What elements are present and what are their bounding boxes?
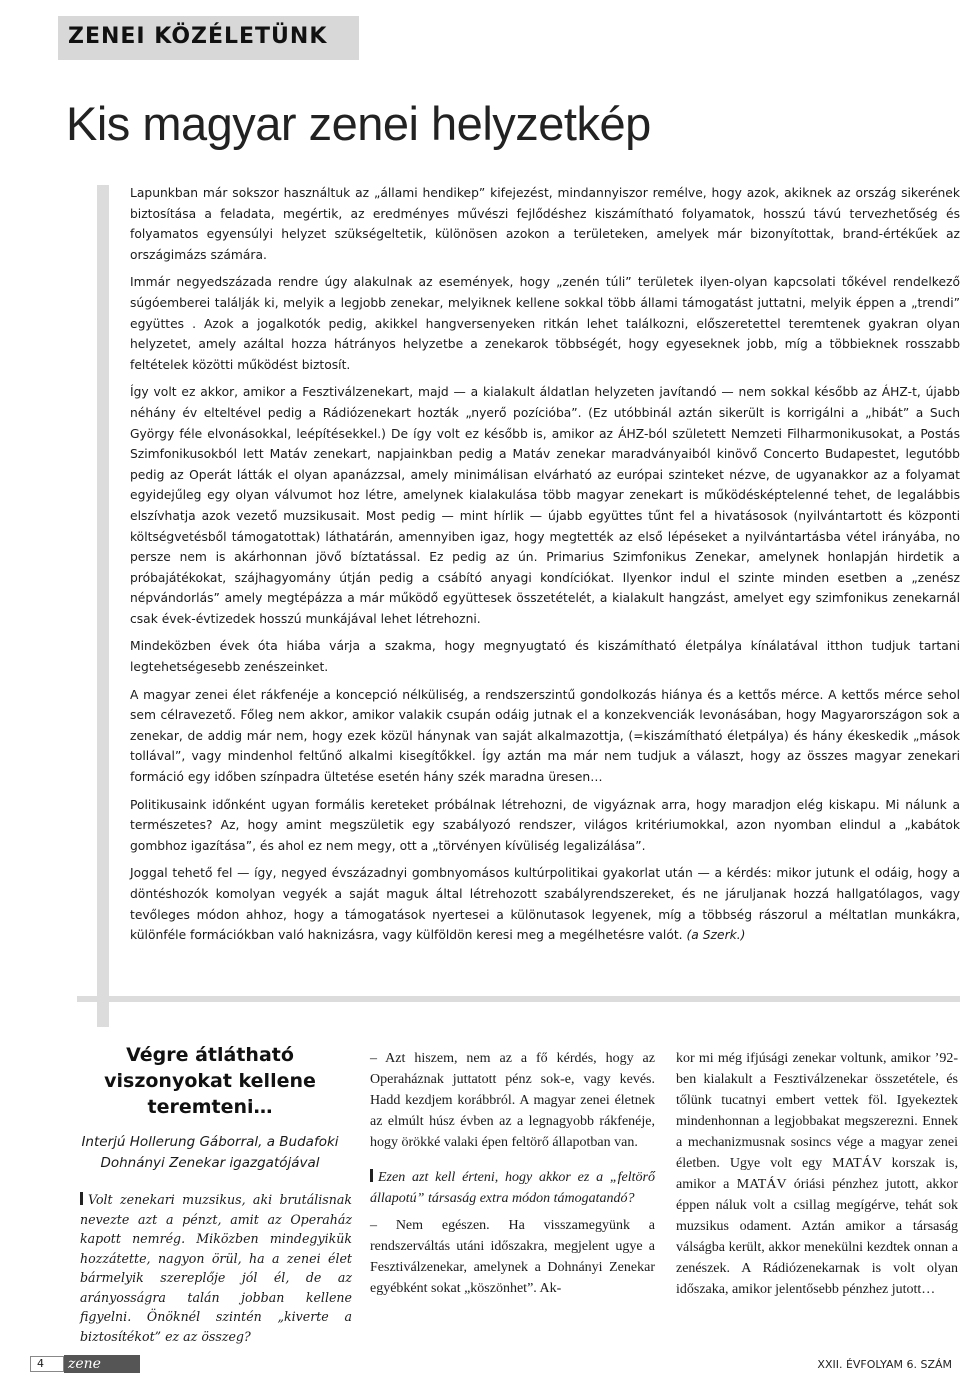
- intro-paragraph: Immár negyedszázada rendre úgy alakulnak az események, hogy „zenén túli” területek ilyen-olyan kapcsolati tőkével rendelkező súgóemberei találják ki, melyik a legjobb zenekar, melyiknek kellene sokkal több állami támogatást juttatni, melyik éppen a „trendi” együttes . Azok a jogalkotók pedig, akikkel hangversenyeken ritkán lehet találkozni, előszeretettel teremtenek gyakran olyan helyzetet, amely azáltal hozza hátrányos helyzetbe a zenekarok többségét, hogy egyeseknek jobb, míg a többieknek rosszabb feltételek közötti működést biztosít.: [130, 275, 960, 372]
- editorial-signature: (a Szerk.): [686, 928, 746, 943]
- intro-paragraph: Politikusaink időnként ugyan formális kereteket próbálnak létrehozni, de vigyáznak arra, hogy maradjon elég kiskapu. Mi nálunk a természetes? Az, hogy amint megszületik egy szabályozó rendszer, világos kritériumokkal, azon nyomban elindul a „kabátok gombhoz igazítása”, és ahol ez nem megy, ott a „törvényen kívüliség legalizálása”.: [130, 797, 960, 853]
- vertical-rule: [97, 185, 109, 1027]
- interview-column-2: [370, 1048, 655, 1299]
- interview-question: [370, 1167, 655, 1209]
- answer-text: – Azt hiszem, nem az a fő kérdés, hogy az Operaháznak juttatott pénz sok-e, vagy kevés. Hadd kezdjem korábbról. A magyar zenei életnek az elmúlt húsz évben az a legnagyobb rákfenéje, hogy örökké valaki épen feltörő állapotban van.: [370, 1051, 655, 1150]
- magazine-logo: zene: [64, 1355, 140, 1373]
- intro-paragraph: Mindeközben évek óta hiába várja a szakma, hogy megnyugtató és kiszámítható életpálya kínálatával itthon tudjuk tartani legtehetségesebb zenészeinket.: [130, 639, 960, 675]
- question-text: Volt zenekari muzsikus, aki brutálisnak nevezte azt a pénzt, amit az Operaház kapott nemrég. Miközben mindegyikük hozzátette, nagyon örül, ha a zenei élet bármelyik szereplője jól él, de az arányosságra talán jobban kellene figyelni. Önöknél szintén „kiverte a biztosítékot” ez az összeg?: [80, 1192, 352, 1344]
- issue-label: XXII. ÉVFOLYAM 6. SZÁM: [817, 1358, 952, 1371]
- intro-paragraph: A magyar zenei élet rákfenéje a koncepció nélküliség, a rendszerszintű gondolkozás hiánya és a kettős mérce. A kettős mérce sehol sem célravezető. Főleg nem akkor, amikor valakik csupán odáig jutnak el a konzekvenciák levonásában, hogy Magyarországon sok a zenekar, de addig már nem, hogy ezek közül hánynak van saját alkalmazottja, (=kiszámítható életpálya) és hány ékeskedik „mások tollával”, vagy mindenhol feltűnő alkalmi kisegítőkkel. Így aztán ma már nem tudjuk a választ, hogy az összes magyar zenekari formáció egy időben színpadra ültetése esetén hány szék maradna üresen…: [130, 687, 960, 785]
- question-marker-icon: [370, 1169, 373, 1182]
- article-title: Kis magyar zenei helyzetkép: [66, 97, 651, 150]
- intro-paragraph-last: [130, 863, 960, 945]
- question-marker-icon: [80, 1192, 83, 1205]
- intro-paragraph: Joggal tehető fel — így, negyed évszázadnyi gombnyomásos kultúrpolitikai gyakorlat után — a kérdés: mikor jutunk el odáig, hogy a döntéshozók komolyan vegyék a saját maguk által létrehozott szabályrendszereket, és ne járuljanak hozzá hallgatólagos, vagy tevőleges módon ahhoz, hogy a támogatások nyertesei a különutasok legyenek, míg a többség rászorul a méltatlan munkákra, különféle formációkban való haknizásra, vagy külföldön keresi meg a megélhetésre valót.: [130, 866, 960, 943]
- interview-question: [80, 1190, 352, 1346]
- horizontal-rule: [77, 996, 960, 1002]
- intro-paragraph: Így volt ez akkor, amikor a Fesztiválzenekart, majd — a kialakult áldatlan helyzeten javítandó — nem sokkal később az ÁHZ-t, újabb néhány év elteltével pedig a Rádiózenekart hozták „nyerő pozícióba”. (Ez utóbbinál aztán sikerült is korrigálni a „hibát” a Such György féle elvonásokkal, leépítésekkel.) De így volt ez később is, amikor az ÁHZ-ból született Nemzeti Filharmonikusokat, a Postás Szimfonikusokból lett Matáv zenekart, napjainkban pedig a Matáv zenekar maradványaiból kinövő Concerto Budapestet, legutóbb pedig az Operát látták el olyan apanázzsal, amely minimálisan elvárható az európai szinteket nézve, de ugyanakkor az a folyamat egyidejűleg egy olyan válvumot hoz létre, amelynek kialakulása több magyar zenekart is működésképtelenné tehet, de legalábbis elszívhatja azok vezető muzsikusait. Most pedig — mint hírlik — újabb együttes tűnt fel a hivatásosok (nyilvántartott és központi költségvetésből támogatottak) láthatárán, amennyiben igaz, hogy megtették az első lépéseket a nyilvántartásba vétel irányába, no persze nem is akárhonnan jövő bíztatással. Ez pedig az ún. Primarius Szimfonikus Zenekar, amelynek honlapján hirdetik a próbajátékokat, szájhagyomány útján pedig a csábító anyagi kondíciókat. Ilyenkor indul el szinte minden esetben a „zenész népvándorlás” amely megtépázza a már működő együttesek összetételét, a kialakult hangzást, amelyet egy szimfonikus zenekarnál csak évek-évtizedek hosszú munkájával lehet létrehozni.: [130, 385, 960, 626]
- section-label: ZENEI KÖZÉLETÜNK: [68, 24, 328, 49]
- question-text: Ezen azt kell érteni, hogy akkor ez a „feltörő állapotú” társaság extra módon támogatandó?: [370, 1170, 655, 1206]
- editorial-text: [130, 183, 960, 953]
- page-number: 4: [30, 1356, 64, 1372]
- intro-paragraph: Lapunkban már sokszor használtuk az „állami hendikep” kifejezést, mindannyiszor remélve, hogy azok, akiknek az ország sikerének biztosítása a feladata, megértik, az eredményes művészi fejlődéshez kiszámítható folyamatok, hosszú távú tervezhetőség és folyamatos egyensúlyi helyzet szükségeltetik, különösen azokon a területeken, amelyek már bizonyítottak, brand-értékűek az országimázs számára.: [130, 186, 960, 262]
- answer-text: – Nem egészen. Ha visszamegyünk a rendszerváltás utáni időszakra, megjelent ugye a Fesztiválzenekar, amelynek a Dohnányi Zenekar egyébként sokat „köszönhet”. Ak-: [370, 1218, 655, 1296]
- interview-column-3: [676, 1048, 958, 1300]
- interview-subtitle: Interjú Hollerung Gáborral, a Budafoki Dohnányi Zenekar igazgatójával: [81, 1134, 339, 1171]
- interview-title: Végre átlátható viszonyokat kellene teremteni…: [104, 1044, 316, 1118]
- section-header: [58, 16, 359, 60]
- answer-text-continued: kor mi még ifjúsági zenekar voltunk, amikor ’92-ben kialakult a Fesztiválzenekar összetétele, és tőlünk tucatnyi embert vettek föl. Igyekeztek mindenhonnan a legjobbakat megszerezni. Ennek a mechanizmusnak sosincs vége a magyar zenei életben. Ugye volt egy MATÁV korszak is, amikor a MATÁV óriási pénzhez jutott, akkor éppen náluk volt a csillag megígérve, tehát sok muzsikus odament. Aztán amikor a társaság válságba került, akkor menekülni kezdtek onnan a zenészek. A Rádiózenekarnak is volt olyan időszaka, amikor jelentősebb pénzhez jutott…: [676, 1051, 958, 1297]
